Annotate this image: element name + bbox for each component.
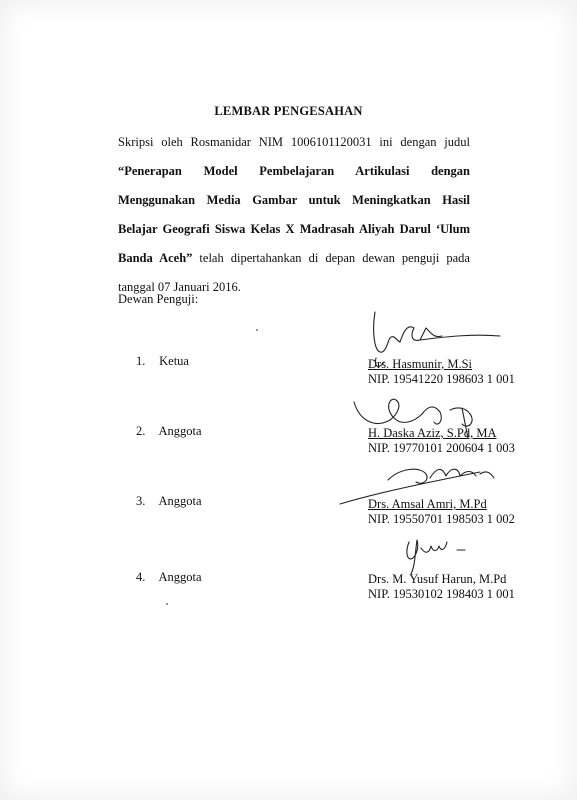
examiner-nip: NIP. 19530102 198403 1 001 bbox=[368, 587, 515, 601]
intro-paragraph bbox=[118, 128, 470, 302]
examiner-name: Drs. Amsal Amri, M.Pd bbox=[368, 497, 487, 511]
examiner-number: 2. bbox=[136, 424, 146, 438]
examiner-nip: NIP. 19550701 198503 1 002 bbox=[368, 512, 515, 526]
examiner-role-3 bbox=[136, 494, 202, 509]
examiner-role-4 bbox=[136, 570, 202, 585]
examiner-role-2 bbox=[136, 424, 202, 439]
examiner-number: 4. bbox=[136, 570, 146, 584]
signature-1-icon bbox=[350, 300, 510, 400]
examiner-number: 1. bbox=[136, 354, 146, 368]
page-title: LEMBAR PENGESAHAN bbox=[214, 104, 363, 118]
examiner-name: Drs. M. Yusuf Harun, M.Pd bbox=[368, 572, 507, 586]
examiner-nip: NIP. 19770101 200604 1 003 bbox=[368, 441, 515, 455]
penguji-label: Dewan Penguji: bbox=[118, 292, 199, 306]
examiner-name: Drs. Hasmunir, M.Si bbox=[368, 357, 473, 371]
examiner-name: H. Daska Aziz, S.Pd, MA bbox=[368, 426, 497, 440]
signature-3-icon bbox=[330, 458, 520, 518]
examiner-nip: NIP. 19541220 198603 1 001 bbox=[368, 372, 515, 386]
examiner-role: Anggota bbox=[158, 570, 202, 584]
intro-suffix: telah dipertahankan di depan dewan penguji pada tanggal 07 Januari 2016. bbox=[118, 251, 470, 294]
intro-prefix: Skripsi oleh Rosmanidar NIM 1006101120031 ini dengan judul bbox=[118, 135, 470, 149]
scan-speck bbox=[256, 329, 258, 331]
scan-speck bbox=[166, 603, 168, 605]
examiner-number: 3. bbox=[136, 494, 146, 508]
thesis-title: “Penerapan Model Pembelajaran Artikulasi dengan Menggunakan Media Gambar untuk Meningkatkan Hasil Belajar Geografi Siswa Kelas X Madrasah Aliyah Darul ‘Ulum Banda Aceh” bbox=[118, 164, 470, 265]
signature-4-icon bbox=[395, 528, 485, 578]
examiner-role: Anggota bbox=[158, 424, 202, 438]
examiner-role: Anggota bbox=[158, 494, 202, 508]
examiner-role: Ketua bbox=[159, 354, 189, 368]
examiner-role-1 bbox=[136, 354, 189, 369]
